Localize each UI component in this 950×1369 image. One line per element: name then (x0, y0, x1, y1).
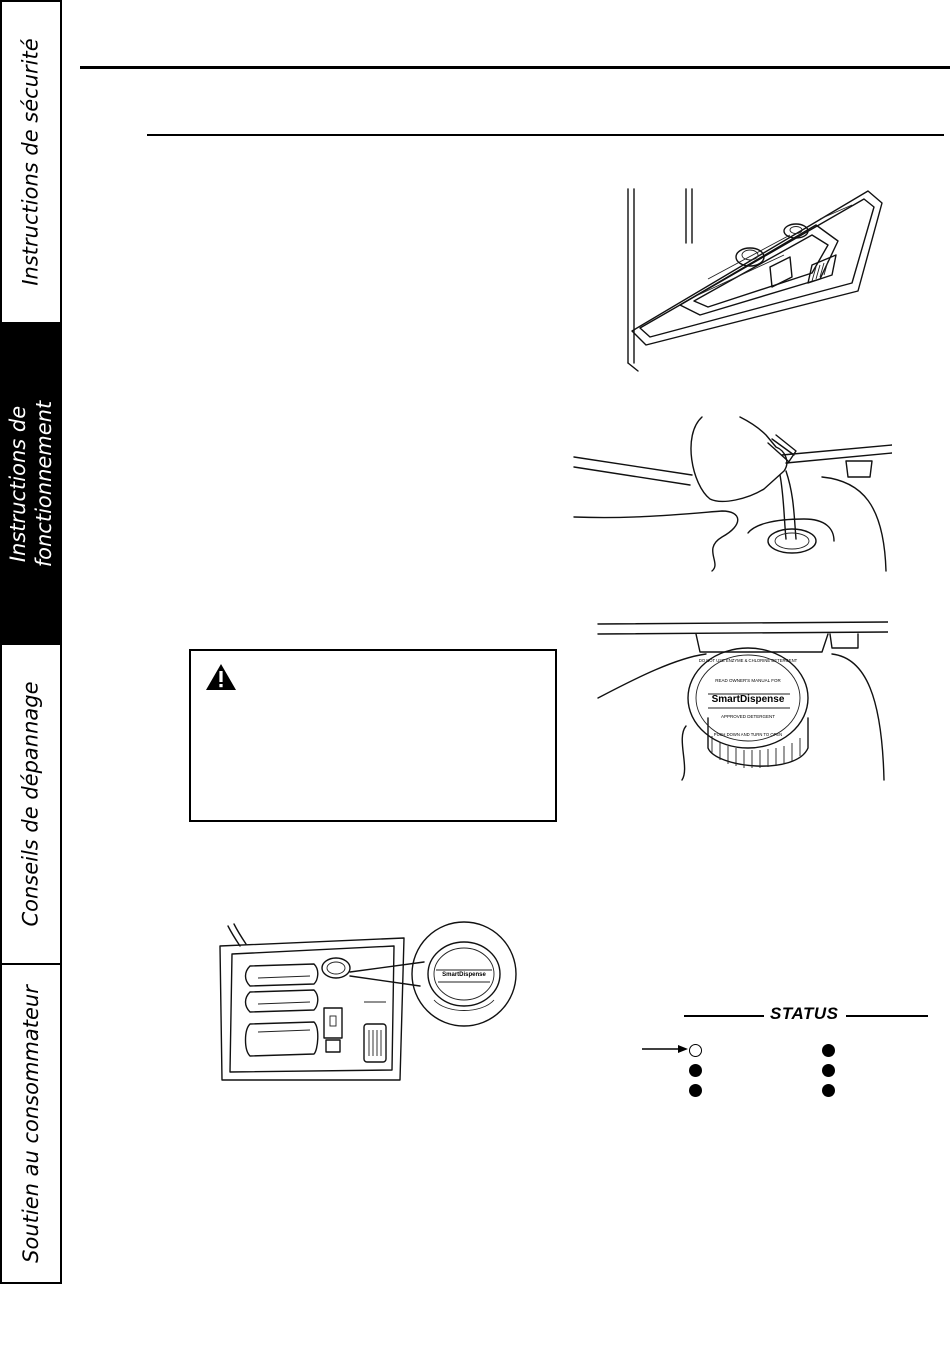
smartdispense-cap-illustration (596, 618, 888, 783)
status-title: STATUS (770, 1004, 839, 1023)
door-cap-location-illustration (214, 920, 524, 1088)
status-indicator (822, 1064, 835, 1077)
warning-box (189, 649, 557, 822)
tab-conseils-depannage[interactable] (2, 645, 60, 965)
tab-label: Conseils de dépannage (19, 681, 43, 927)
tab-label: Soutien au consommateur (19, 984, 43, 1263)
cap-top-text: DO NOT USE ENZYME & CHLORINE DETERGENT (698, 658, 798, 663)
status-indicator (689, 1064, 702, 1077)
status-panel (640, 1000, 940, 1110)
tab-instructions-fonctionnement[interactable] (2, 324, 60, 645)
header-rule (80, 66, 950, 69)
dispenser-compartment-illustration (620, 183, 890, 373)
status-rule-right (846, 1015, 928, 1017)
zoom-cap-brand-text: SmartDispense (442, 972, 486, 978)
section-rule (147, 134, 944, 136)
status-indicator-active (689, 1044, 702, 1057)
side-tabs (0, 0, 62, 1284)
warning-triangle-icon (205, 663, 237, 691)
tab-label-line2: fonctionnement (32, 400, 57, 567)
status-indicator (689, 1084, 702, 1097)
tab-label-line1: Instructions de (6, 405, 31, 562)
tab-instructions-securite[interactable] (2, 2, 60, 324)
status-rule-left (684, 1015, 764, 1017)
status-indicator (822, 1084, 835, 1097)
cap-brand-text: SmartDispense (711, 694, 785, 705)
cap-approved-text: APPROVED DETERGENT (720, 714, 776, 719)
tab-label (5, 400, 57, 566)
cap-bottom-text: PUSH DOWN AND TURN TO OPEN (713, 732, 783, 737)
arrow-right-icon (640, 1042, 692, 1056)
tab-soutien-consommateur[interactable] (2, 965, 60, 1282)
cap-read-text: READ OWNER'S MANUAL FOR (715, 678, 781, 683)
pouring-detergent-illustration (572, 415, 892, 575)
status-indicator (822, 1044, 835, 1057)
tab-label: Instructions de sécurité (19, 38, 43, 286)
